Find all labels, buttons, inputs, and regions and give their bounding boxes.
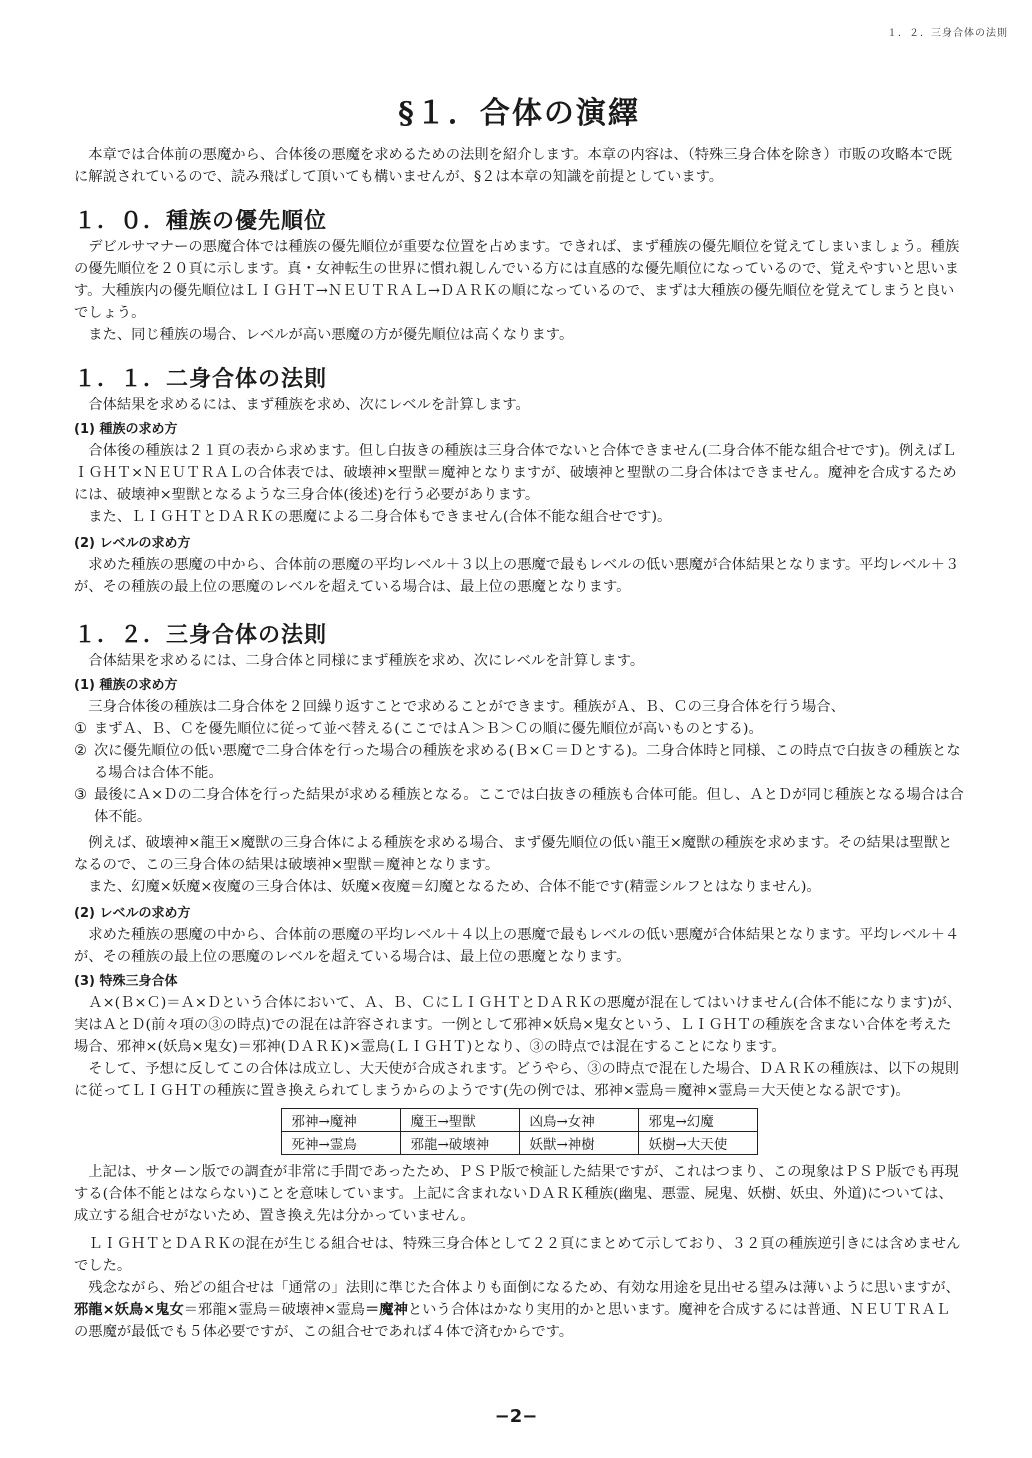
paragraph: また、同じ種族の場合、レベルが高い悪魔の方が優先順位は高くなります。: [88, 327, 574, 343]
paragraph: デビルサマナーの悪魔合体では種族の優先順位が重要な位置を占めます。できれば、まず種族の優先順位を覚えてしまいましょう。種族の優先順位を２０頁に示します。真・女神転生の世界に慣れ親しんでいる方には直感的な優先順位になっているので、覚えやすいと思います。大種族内の優先順位はＬＩＧＨＴ→ＮＥＵＴＲＡＬ→ＤＡＲＫの順になっているので、まずは大種族の優先順位を覚えてしまうと良いでしょう。: [74, 239, 960, 321]
chapter-title: §１．合体の演繹: [398, 96, 640, 131]
intro-paragraph: 本章では合体前の悪魔から、合体後の悪魔を求めるための法則を紹介します。本章の内容は、（特殊三身合体を除き）市販の攻略本で既に解説されているので、読み飛ばして頂いても構いませんが、§２は本章の知識を前提としています。: [74, 147, 953, 185]
paragraph: 例えば、破壊神×龍王×魔獣の三身合体による種族を求める場合、まず優先順位の低い龍王×魔獣の種族を求めます。その結果は聖獣となるので、この三身合体の結果は破壊神×聖獣＝魔神となります。: [74, 835, 953, 873]
paragraph: 上記は、サターン版での調査が非常に手間であったため、ＰＳＰ版で検証した結果ですが、これはつまり、この現象はＰＳＰ版でも再現する(合体不能とはならない)ことを意味しています。上記に含まれないＤＡＲＫ種族(幽鬼、悪霊、屍鬼、妖樹、妖虫、外道)については、成立する組合せがないため、置き換え先は分かっていません。: [74, 1164, 959, 1224]
table-cell: 死神→霊鳥: [281, 1132, 400, 1155]
table-cell: 邪龍→破壊神: [400, 1132, 519, 1155]
table-cell: 凶鳥→女神: [519, 1109, 638, 1132]
paragraph: 三身合体後の種族は二身合体を２回繰り返すことで求めることができます。種族がＡ、Ｂ、Ｃの三身合体を行う場合、: [88, 699, 845, 715]
subheading: (3) 特殊三身合体: [74, 974, 178, 989]
step-text: まずＡ、Ｂ、Ｃを優先順位に従って並べ替える(ここではＡ＞Ｂ＞Ｃの順に優先順位が高いものとする)。: [94, 721, 763, 737]
paragraph: 求めた種族の悪魔の中から、合体前の悪魔の平均レベル＋３以上の悪魔で最もレベルの低い悪魔が合体結果となります。平均レベル＋３が、その種族の最上位の悪魔のレベルを超えている場合は、最上位の悪魔となります。: [74, 557, 960, 595]
table-cell: 魔王→聖獣: [400, 1109, 519, 1132]
table-cell: 妖樹→大天使: [638, 1132, 757, 1155]
paragraph: 求めた種族の悪魔の中から、合体前の悪魔の平均レベル＋４以上の悪魔で最もレベルの低い悪魔が合体結果となります。平均レベル＋４が、その種族の最上位の悪魔のレベルを超えている場合は、最上位の悪魔となります。: [74, 927, 960, 965]
section-heading: １．２．三身合体の法則: [74, 622, 328, 648]
paragraph: また、幻魔×妖魔×夜魔の三身合体は、妖魔×夜魔＝幻魔となるため、合体不能です(精霊シルフとはなりません)。: [88, 879, 821, 895]
paragraph: ＬＩＧＨＴとＤＡＲＫの混在が生じる組合せは、特殊三身合体として２２頁にまとめて示しており、３２頁の種族逆引きには含めませんでした。: [74, 1236, 961, 1274]
list-item: [74, 718, 964, 740]
subheading: (2) レベルの求め方: [74, 906, 191, 921]
section-1-1: [74, 364, 964, 598]
procedure-list: [74, 718, 964, 828]
step-number: ①: [74, 721, 87, 737]
text-run: ＝邪龍×霊鳥＝破壊神×霊鳥: [183, 1302, 365, 1318]
text-run: という合体はかなり実用的かと思います。魔神を合成するには普通、ＮＥＵＴＲＡＬの悪魔が最低でも５体必要ですが、この組合せであれば４体で済むからです。: [74, 1302, 951, 1340]
intro-block: [74, 144, 964, 188]
step-text: 次に優先順位の低い悪魔で二身合体を行った場合の種族を求める(Ｂ×Ｃ＝Ｄとする)。二身合体時と同様、この時点で白抜きの種族となる場合は合体不能。: [94, 743, 961, 781]
subheading: (1) 種族の求め方: [74, 678, 178, 693]
step-number: ③: [74, 787, 87, 803]
paragraph: [74, 1277, 964, 1343]
bold-formula: ＝魔神: [364, 1302, 408, 1318]
list-item: [74, 740, 964, 784]
running-header: １．２．三身合体の法則: [887, 28, 1008, 39]
paragraph: また、ＬＩＧＨＴとＤＡＲＫの悪魔による二身合体もできません(合体不能な組合せです)。: [88, 509, 672, 525]
table-cell: 妖獣→神樹: [519, 1132, 638, 1155]
text-run: 残念ながら、殆どの組合せは「通常の」法則に準じた合体よりも面倒になるため、有効な用途を見出せる望みは薄いように思いますが、: [88, 1280, 960, 1296]
page-number: −2−: [494, 1406, 538, 1427]
paragraph: 合体結果を求めるには、まず種族を求め、次にレベルを計算します。: [88, 397, 530, 413]
table-cell: 邪鬼→幻魔: [638, 1109, 757, 1132]
bold-formula: 邪龍×妖鳥×鬼女: [74, 1302, 184, 1318]
section-heading: １．０．種族の優先順位: [74, 208, 328, 234]
replacement-table: [281, 1108, 758, 1155]
section-heading: １．１．二身合体の法則: [74, 366, 328, 392]
paragraph: そして、予想に反してこの合体は成立し、大天使が合成されます。どうやら、③の時点で混在した場合、ＤＡＲＫの種族は、以下の規則に従ってＬＩＧＨＴの種族に置き換えられてしまうからのようです(先の例では、邪神×霊鳥＝魔神×霊鳥＝大天使となる訳です)。: [74, 1061, 959, 1099]
paragraph: 合体後の種族は２１頁の表から求めます。但し白抜きの種族は三身合体でないと合体できません(二身合体不能な組合せです)。例えばＬＩＧＨＴ×ＮＥＵＴＲＡＬの合体表では、破壊神×聖獣＝魔神となりますが、破壊神と聖獣の二身合体はできません。魔神を合成するためには、破壊神×聖獣となるような三身合体(後述)を行う必要があります。: [74, 443, 957, 503]
table-row: [281, 1132, 757, 1155]
table-row: [281, 1109, 757, 1132]
step-text: 最後にＡ×Ｄの二身合体を行った結果が求める種族となる。ここでは白抜きの種族も合体可能。但し、ＡとＤが同じ種族となる場合は合体不能。: [94, 787, 964, 825]
subheading: (1) 種族の求め方: [74, 422, 178, 437]
section-1-2: [74, 620, 964, 1343]
paragraph: Ａ×(Ｂ×Ｃ)＝Ａ×Ｄという合体において、Ａ、Ｂ、ＣにＬＩＧＨＴとＤＡＲＫの悪魔が混在してはいけません(合体不能になります)が、実はＡとＤ(前々項の③の時点)での混在は許容されます。一例として邪神×妖鳥×鬼女という、ＬＩＧＨＴの種族を含まない合体を考えた場合、邪神×(妖鳥×鬼女)＝邪神(ＤＡＲＫ)×霊鳥(ＬＩＧＨＴ)となり、③の時点では混在することになります。: [74, 995, 962, 1055]
subheading: (2) レベルの求め方: [74, 536, 191, 551]
paragraph: 合体結果を求めるには、二身合体と同様にまず種族を求め、次にレベルを計算します。: [88, 653, 645, 669]
list-item: [74, 784, 964, 828]
section-1-0: [74, 206, 964, 346]
table-cell: 邪神→魔神: [281, 1109, 400, 1132]
step-number: ②: [74, 743, 87, 759]
